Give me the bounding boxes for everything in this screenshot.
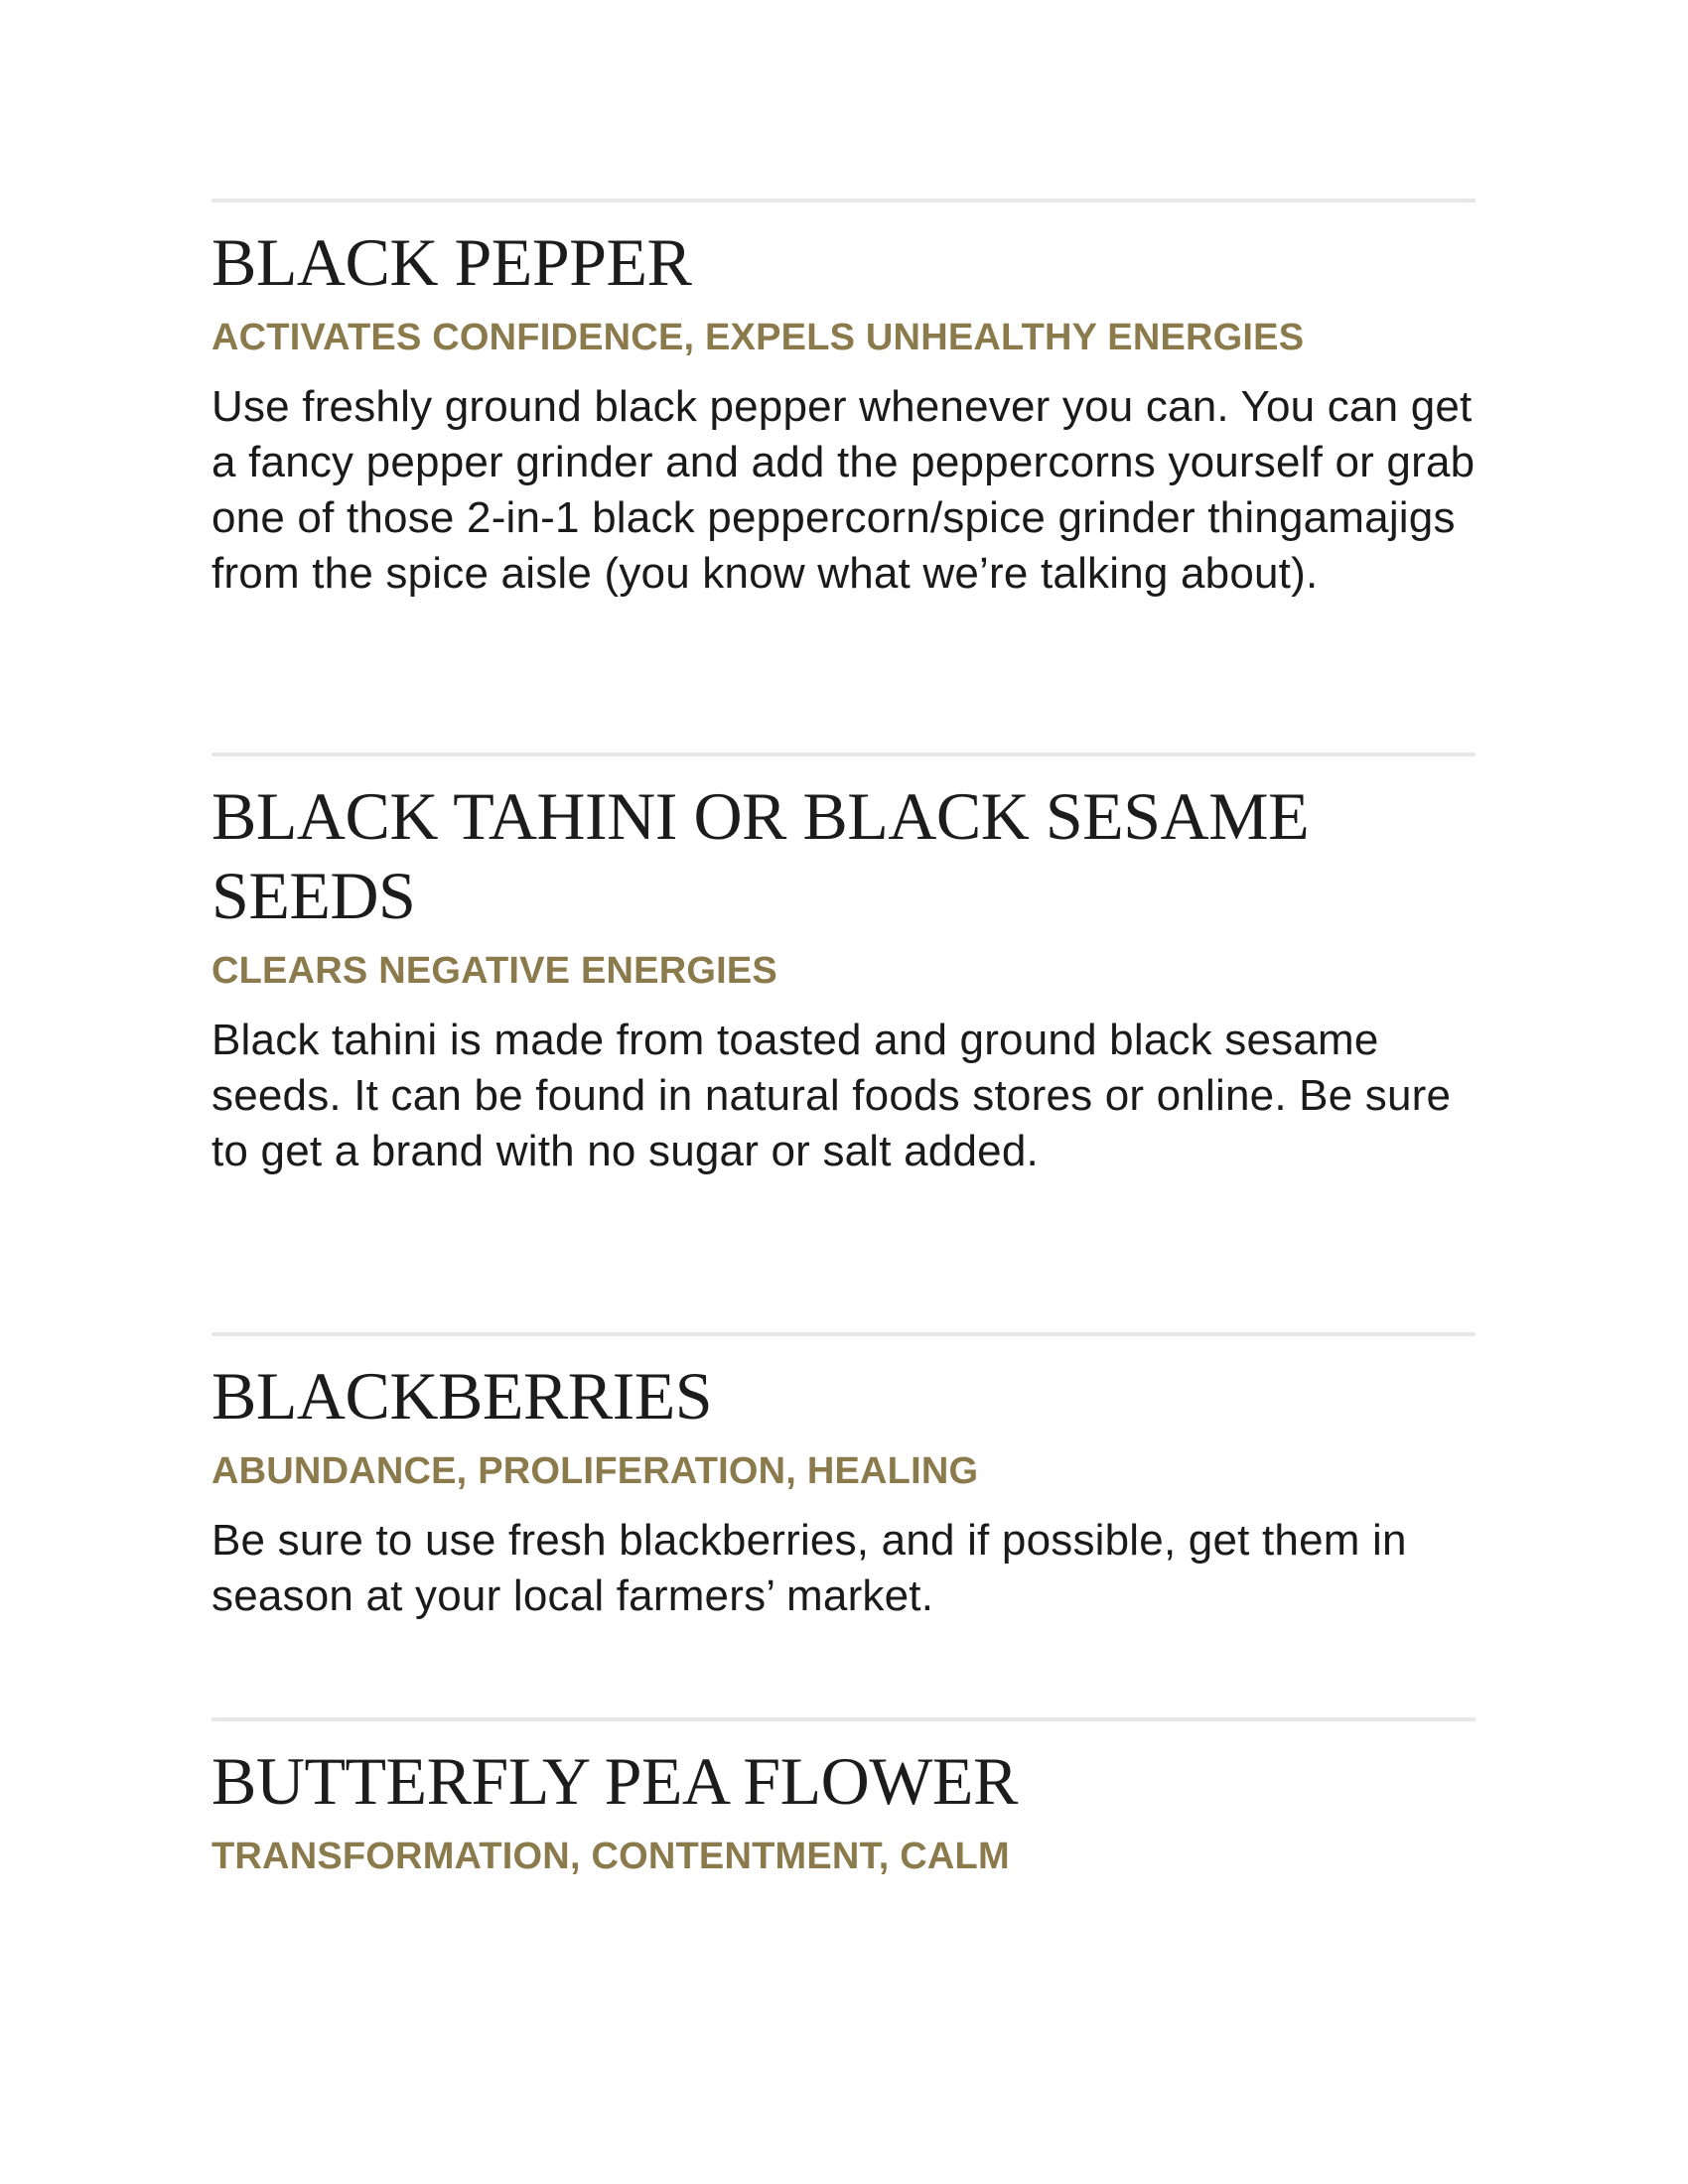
entry-description: Use freshly ground black pepper whenever you can. You can get a fancy pepper grinder and add the peppercorns yourself or grab one of those 2-in-1 black peppercorn/spice grinder thingamajigs from the spice aisle (you know what we’re talking about). — [211, 382, 1476, 598]
entry-title: BLACK TAHINI OR BLACK SESAME SEEDS — [211, 778, 1310, 933]
entry-butterfly-pea-flower — [211, 1717, 1476, 1878]
entry-title: BUTTERFLY PEA FLOWER — [211, 1743, 1018, 1819]
entry-description: Be sure to use fresh blackberries, and if possible, get them in season at your local farmers’ market. — [211, 1516, 1407, 1620]
entry-tagline: ABUNDANCE, PROLIFERATION, HEALING — [211, 1450, 979, 1492]
entry-tagline: TRANSFORMATION, CONTENTMENT, CALM — [211, 1836, 1010, 1877]
entry-description: Black tahini is made from toasted and ground black sesame seeds. It can be found in natural foods stores or online. Be sure to get a brand with no sugar or salt added. — [211, 1016, 1452, 1175]
entry-tagline: CLEARS NEGATIVE ENERGIES — [211, 950, 777, 992]
entry-tagline: ACTIVATES CONFIDENCE, EXPELS UNHEALTHY ENERGIES — [211, 317, 1305, 358]
entry-blackberries — [211, 1332, 1476, 1624]
entry-black-pepper — [211, 199, 1476, 602]
entry-black-tahini — [211, 752, 1476, 1179]
entry-title: BLACK PEPPER — [211, 224, 692, 300]
entry-title: BLACKBERRIES — [211, 1358, 713, 1433]
